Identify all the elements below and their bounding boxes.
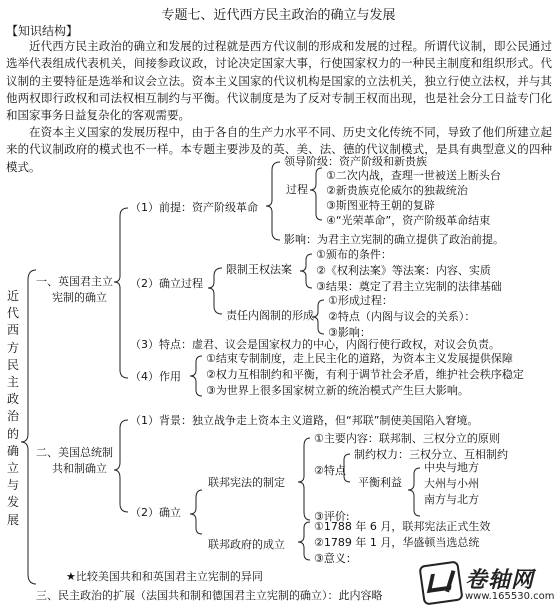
s2-const-3: ③评价: — [314, 510, 350, 523]
s2-constitution: 联邦宪法的制定 — [208, 476, 285, 489]
s2-balance-1: 中央与地方 — [424, 461, 479, 474]
s1-title-line2: 宪制的确立 — [52, 291, 107, 304]
s2-government: 联邦政府的成立 — [208, 538, 285, 551]
s1-process-4: ④“光荣革命”，资产阶级革命结束 — [326, 214, 491, 227]
s2-check: 制约权力：三权分立、互相制约 — [354, 448, 508, 461]
intro-paragraph-1: 近代西方民主政治的确立和发展的过程就是西方代议制的形成和发展的过程。所谓代议制，即公民通过选举代表组成代表机关，间接参政议政，讨论决定国家大事，行使国家权力的一种民主制度和组织形式。代议制的主要特征是选举和议会立法。资本主义国家的代议机构是国家的立法机关，独立行使立法权，并与其他两权即行政权和司法权相互制约与平衡。代议制度是为了反对专制王权而出现，也是社会分工日益专门化和国家事务日益复杂化的客观需要。 — [6, 39, 552, 123]
s1-prereq: （1）前提：资产阶级革命 — [130, 201, 258, 214]
s1-bill-3: ③结果：奠定了君主立宪制的法律基础 — [316, 280, 502, 293]
s1-bill: 限制王权法案 — [226, 263, 292, 276]
s3-title: 三、民主政治的扩展（法国共和制和德国君主立宪制的确立）：此内容略 — [36, 589, 383, 602]
s2-balance: 平衡利益 — [358, 476, 402, 489]
watermark-text: 卷轴网 — [465, 568, 535, 593]
s1-cabinet-1: ①形成过程： — [328, 294, 393, 307]
s1-process-3: ③斯图亚特王朝的复辟 — [326, 199, 435, 212]
s2-gov-1: ①1788 年 6 月，联邦宪法正式生效 — [314, 520, 491, 533]
s1-establish: （2）确立过程 — [130, 277, 203, 290]
intro-paragraph-2: 在资本主义国家的发展历程中，由于各自的生产力水平不同、历史文化传统不同，导致了他们所建立起来的代议制政府的模式也不一样。本专题主要涉及的英、美、法、德的代议制模式，是具有典型意义的四种模式。 — [6, 125, 552, 174]
s1-features: （3）特点：虚君、议会是国家权力的中心，内阁行使行政权，对议会负责。 — [130, 338, 500, 351]
s1-cabinet-2: ②特点（内阁与议会的关系）： — [328, 310, 476, 323]
watermark — [421, 563, 555, 605]
root-label: 近代西方民主政治的确立与发展 — [6, 289, 19, 527]
s1-leader: 领导阶级：资产阶级和新贵族 — [284, 155, 427, 168]
page-title: 专题七、近代西方民主政治的确立与发展 — [161, 8, 396, 23]
s1-role-1: ①结束专制制度，走上民主化的道路，为资本主义发展提供保障 — [206, 352, 513, 365]
s1-title-line1: 一、英国君主立 — [36, 275, 113, 288]
s2-const-1: ①主要内容：联邦制、三权分立的原则 — [314, 432, 500, 445]
s1-cabinet-3: ③影响： — [328, 326, 371, 339]
section-header: 【知识结构】 — [6, 24, 79, 38]
s2-balance-3: 南方与北方 — [424, 493, 479, 506]
s1-role-3: ③为世界上很多国家树立新的统治模式产生巨大影响。 — [206, 384, 469, 397]
s2-title-line1: 二、美国总统制 — [36, 446, 113, 459]
s1-role: （4）作用 — [130, 370, 181, 383]
s1-cabinet: 责任内阁制的形成 — [226, 309, 314, 322]
s1-process-2: ②新贵族克伦威尔的独裁统治 — [326, 184, 468, 197]
scroll-logo-icon — [418, 560, 463, 605]
s1-bill-1: ①颁布的条件： — [316, 248, 392, 261]
s2-compare: ★比较美国共和和英国君主立宪制的异同 — [66, 570, 263, 583]
s2-establish: （2）确立 — [130, 506, 181, 519]
s2-gov-2: ②1789 年 1 月，华盛顿当选总统 — [314, 536, 480, 549]
watermark-url: www.165530.com — [465, 591, 555, 602]
s1-process: 过程 — [286, 183, 308, 196]
s1-bill-2: ②《权利法案》等法案：内容、实质 — [316, 264, 491, 277]
s2-gov-3: ③意义： — [314, 552, 357, 565]
s1-role-2: ②权力互相制约和平衡，有利于调节社会矛盾，维护社会秩序稳定 — [206, 368, 524, 381]
s2-balance-2: 大州与小州 — [424, 477, 479, 490]
s1-process-1: ①二次内战，查理一世被送上断头台 — [326, 169, 501, 182]
s2-background: （1）背景：独立战争走上资本主义道路，但“邦联”制使美国陷入窘境。 — [130, 414, 479, 427]
s2-const-2: ②特点 — [314, 464, 346, 477]
s1-impact: 影响：为君主立宪制的确立提供了政治前提。 — [284, 233, 504, 246]
s2-title-line2: 共和制确立 — [52, 462, 107, 475]
